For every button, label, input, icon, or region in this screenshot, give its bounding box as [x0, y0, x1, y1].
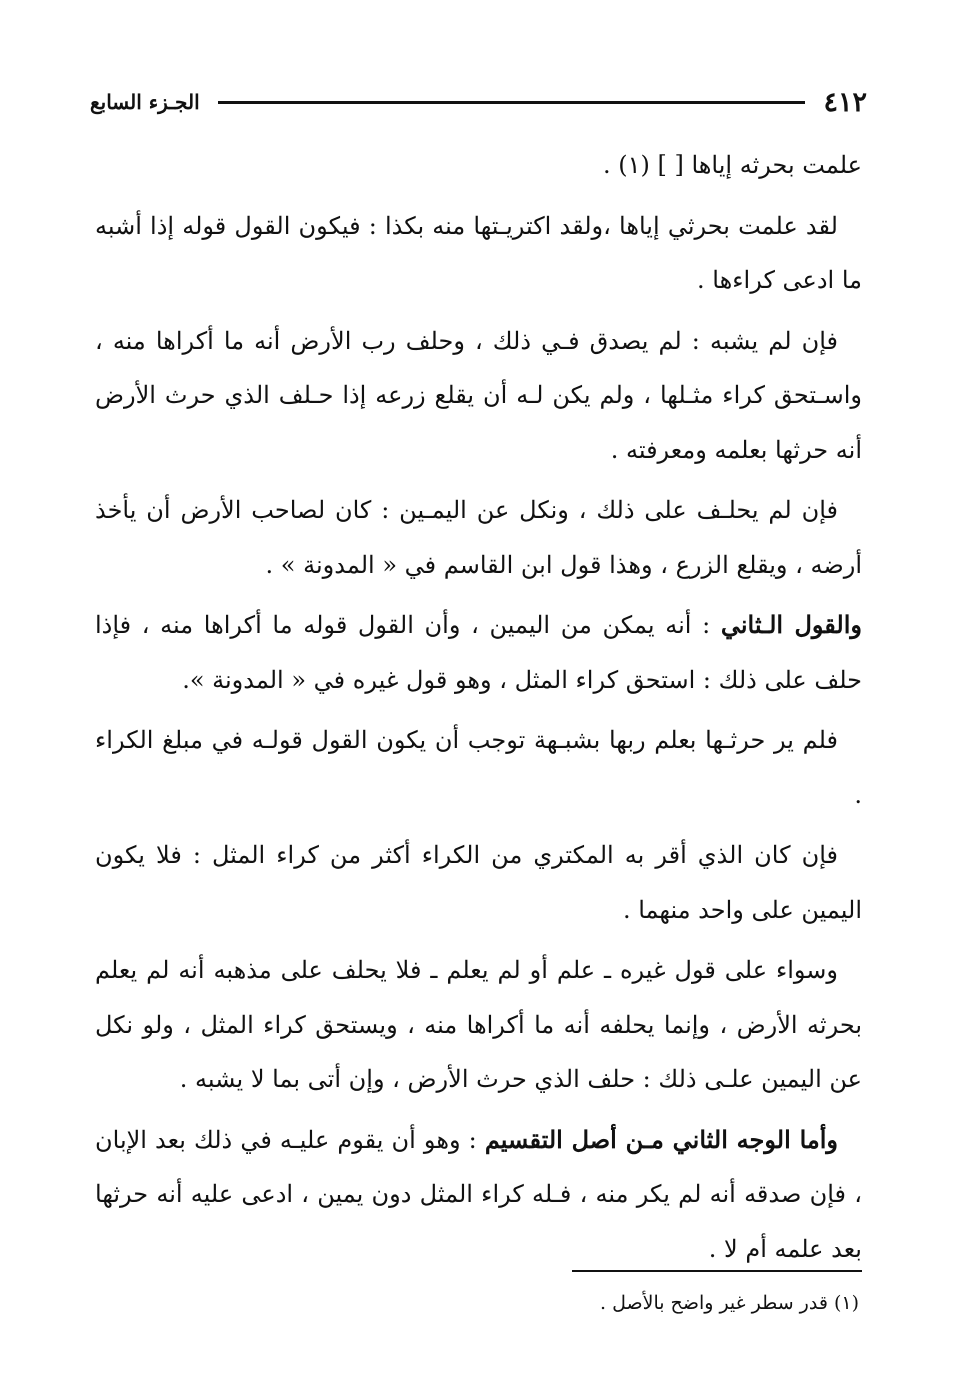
paragraph: لقد علمت بحرثي إياها ،ولقد اكتريـتها منه بكذا : فيكون القول قوله إذا أشبه ما ادعى كراءها .: [95, 211, 862, 294]
paragraph: وأما الوجه الثاني مـن أصل التقسيم : وهو أن يقوم عليـه في ذلك بعد الإبان ، فإن صدقه أنه لم يكر منه ، فـله كراء المثل دون يمين ، ادعى عليه أنه حرثها بعد علمه أم لا .: [95, 1124, 862, 1263]
paragraph: والقول الـثاني : أنه يمكن من اليمين ، وأن القول قوله ما أكراها منه ، فإذا حلف على ذلك : استحق كراء المثل ، وهو قول غيره في « المدونة ».: [95, 610, 863, 694]
paragraph-lead: والقول الـثاني: [720, 610, 863, 639]
running-title: الجـزء السابع: [90, 90, 200, 114]
page-number: ٤١٢: [823, 86, 867, 118]
paragraph: فلم ير حرثـها بعلم ربها بشبـهة توجب أن يكون القول قولـه في مبلغ الكراء .: [95, 726, 862, 809]
footnote: (١) قدر سطر غير واضح بالأصل .: [600, 1292, 859, 1314]
paragraph: فإن لم يحلـف على ذلك ، ونكل عن اليمـين : كان لصاحب الأرض أن يأخذ أرضه ، ويقلع الزرع ، وهذا قول ابن القاسم في « المدونة » .: [95, 496, 862, 579]
paragraph: وسواء على قول غيره ـ علم أو لم يعلم ـ فلا يحلف على مذهبه أنه لم يعلم بحرثه الأرض ، وإنما يحلفه أنه ما أكراها منه ، ويستحق كراء المثل ، ولو نكل عن اليمين علـى ذلك : حلف الذي حرث الأرض ، وإن أتى بما لا يشبه .: [95, 956, 862, 1093]
paragraph-lead: وأما الوجه الثاني مـن أصل التقسيم: [484, 1124, 838, 1154]
page-header: [90, 82, 867, 122]
header-rule: [218, 101, 806, 104]
paragraph: فإن كان الذي أقر به المكتري من الكراء أكثر من كراء المثل : فلا يكون اليمين على واحد منهما .: [95, 841, 862, 924]
paragraph: فإن لم يشبه : لم يصدق فـي ذلك ، وحلف رب الأرض أنه ما أكراها منه ، واسـتحق كراء مثـلها ، ولم يكن لـه أن يقلع زرعه إذا حـلف الذي حرث الأرض أنه حرثها بعلمه ومعرفته .: [95, 326, 862, 464]
body-text: [95, 138, 862, 1282]
paragraph: علمت بحرثه إياها [ ] (١) .: [602, 151, 862, 179]
footnote-rule: [572, 1270, 862, 1272]
